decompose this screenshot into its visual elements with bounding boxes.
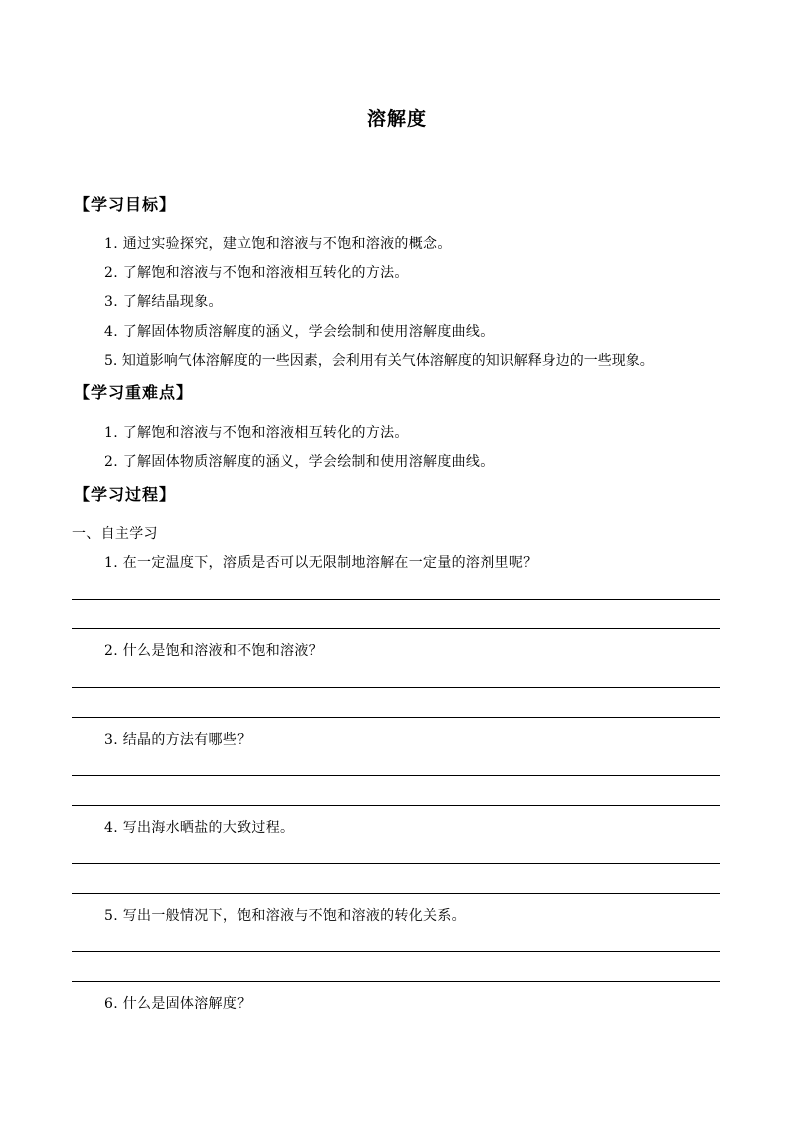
objective-text: 通过实验探究，建立饱和溶液与不饱和溶液的概念。 <box>122 236 452 252</box>
answer-line[interactable] <box>72 981 720 982</box>
question-item <box>104 640 323 660</box>
objective-text: 知道影响气体溶解度的一些因素，会利用有关气体溶解度的知识解释身边的一些现象。 <box>121 353 654 369</box>
objective-text: 了解饱和溶液与不饱和溶液相互转化的方法。 <box>122 265 409 281</box>
key-point-item <box>104 451 495 471</box>
question-item <box>104 729 251 749</box>
key-point-text: 了解固体物质溶解度的涵义，学会绘制和使用溶解度曲线。 <box>122 454 495 470</box>
objective-text: 了解结晶现象。 <box>122 294 223 310</box>
question-number: 6. <box>104 996 118 1012</box>
key-points-heading: 【学习重难点】 <box>74 383 194 402</box>
answer-line[interactable] <box>72 628 720 629</box>
question-text: 结晶的方法有哪些？ <box>122 732 252 748</box>
page-title: 溶解度 <box>366 108 427 130</box>
question-number: 2. <box>104 643 118 659</box>
question-text: 什么是饱和溶液和不饱和溶液？ <box>122 643 323 659</box>
objective-item <box>104 321 495 341</box>
objective-text: 了解固体物质溶解度的涵义，学会绘制和使用溶解度曲线。 <box>122 324 495 340</box>
question-item <box>104 552 537 572</box>
self-study-subheading: 一、自主学习 <box>72 526 158 542</box>
question-text: 写出海水晒盐的大致过程。 <box>122 820 295 836</box>
answer-line[interactable] <box>72 599 720 600</box>
question-number: 4. <box>104 820 118 836</box>
key-point-text: 了解饱和溶液与不饱和溶液相互转化的方法。 <box>122 425 409 441</box>
objective-number: 1. <box>104 236 118 252</box>
objective-item <box>104 350 654 370</box>
objectives-heading: 【学习目标】 <box>74 195 177 214</box>
question-item <box>104 817 294 837</box>
objective-number: 3. <box>104 294 118 310</box>
question-text: 什么是固体溶解度？ <box>122 996 252 1012</box>
question-number: 5. <box>104 908 118 924</box>
objective-item <box>104 291 223 311</box>
question-text: 在一定温度下，溶质是否可以无限制地溶解在一定量的溶剂里呢？ <box>122 555 538 571</box>
question-text: 写出一般情况下，饱和溶液与不饱和溶液的转化关系。 <box>122 908 466 924</box>
question-item <box>104 993 251 1013</box>
process-heading: 【学习过程】 <box>74 485 177 504</box>
objective-number: 4. <box>104 324 118 340</box>
key-point-number: 1. <box>104 425 118 441</box>
answer-line[interactable] <box>72 775 720 776</box>
objective-item <box>104 262 409 282</box>
objective-number: 2. <box>104 265 118 281</box>
answer-line[interactable] <box>72 687 720 688</box>
key-point-item <box>104 422 409 442</box>
question-item <box>104 905 466 925</box>
objective-item <box>104 233 452 253</box>
question-number: 1. <box>104 555 118 571</box>
objective-number: 5. <box>104 353 118 369</box>
answer-line[interactable] <box>72 717 720 718</box>
answer-line[interactable] <box>72 893 720 894</box>
answer-line[interactable] <box>72 805 720 806</box>
question-number: 3. <box>104 732 118 748</box>
answer-line[interactable] <box>72 951 720 952</box>
key-point-number: 2. <box>104 454 118 470</box>
answer-line[interactable] <box>72 863 720 864</box>
